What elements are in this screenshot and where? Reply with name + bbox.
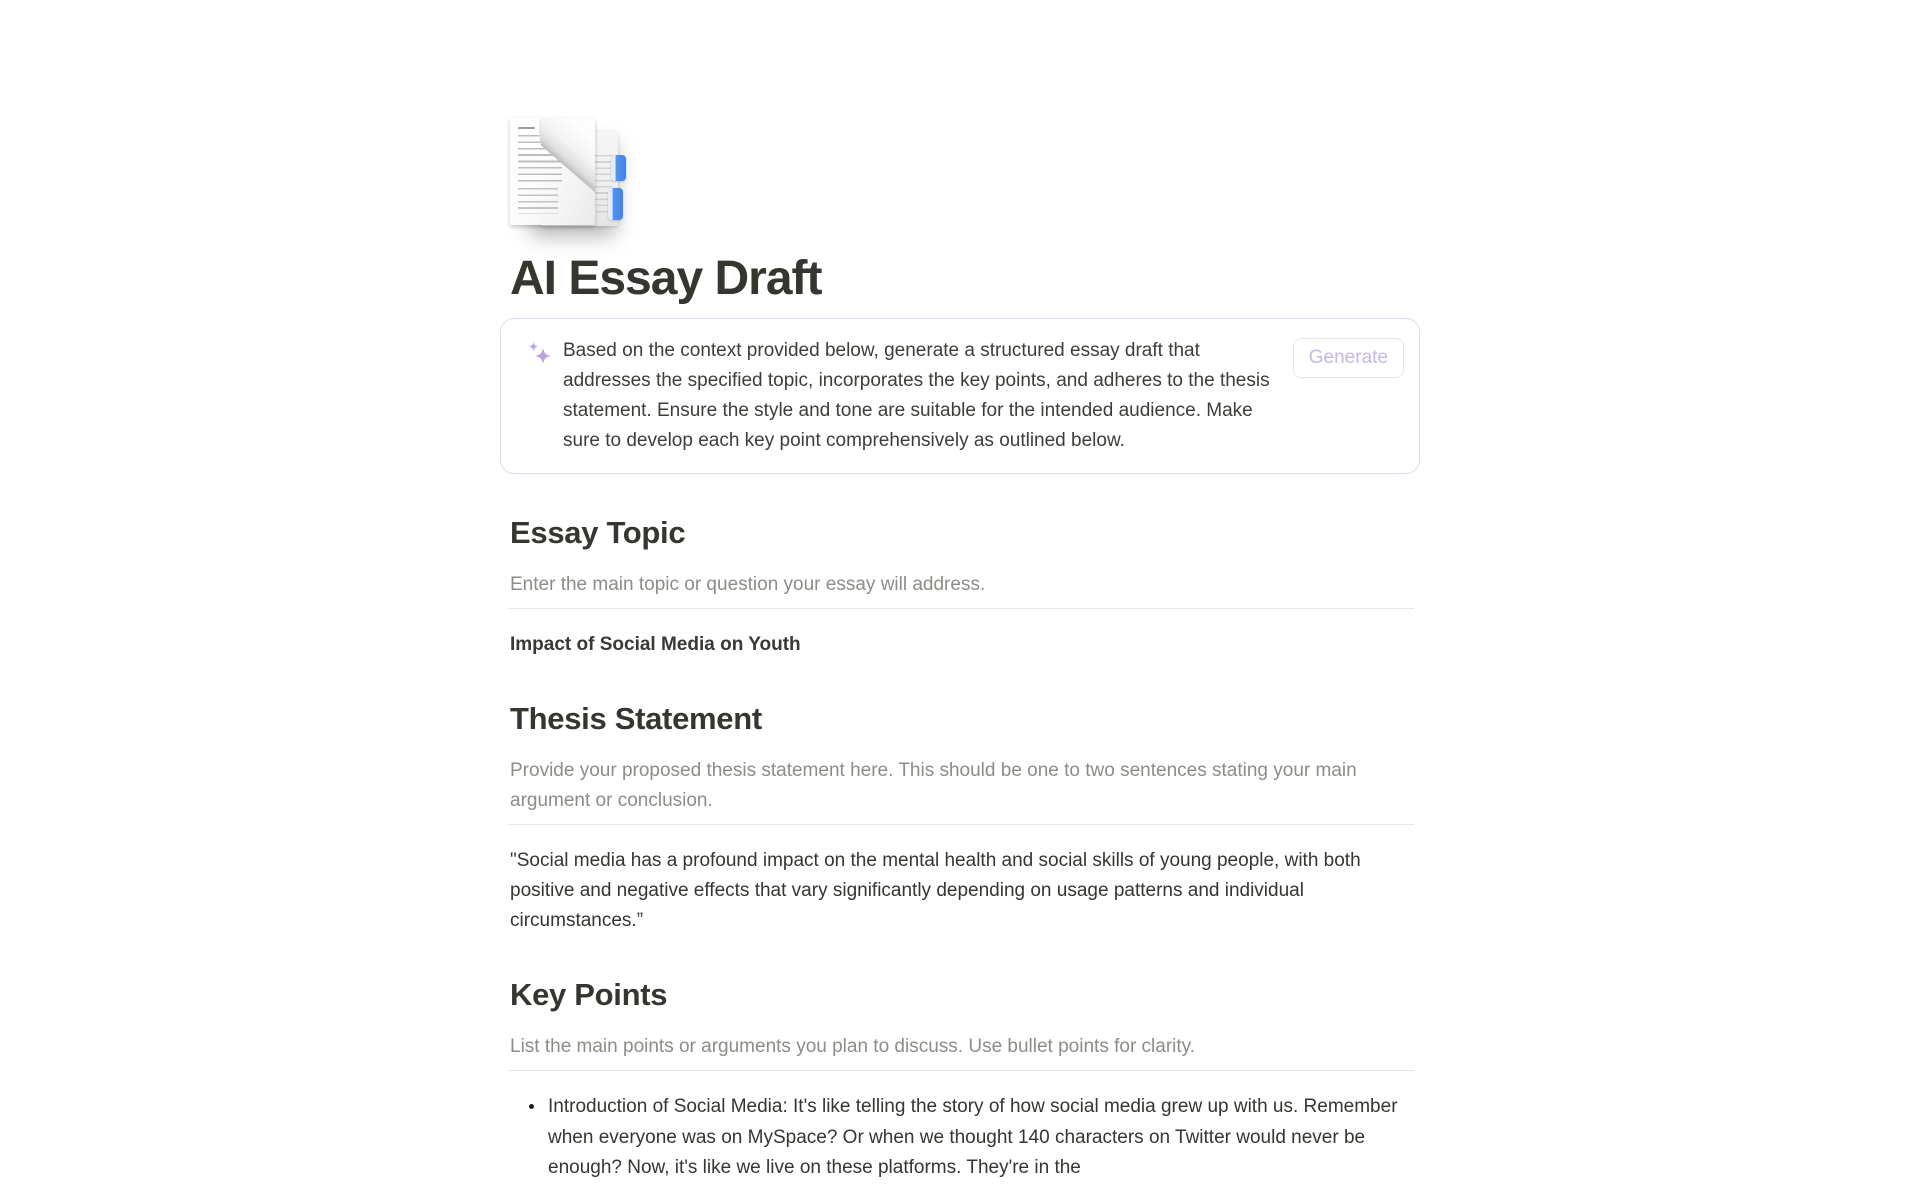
key-points-description[interactable]: List the main points or arguments you plan to discuss. Use bullet points for clarity. — [510, 1036, 1196, 1057]
page-title[interactable]: AI Essay Draft — [510, 252, 822, 305]
document-salutation-line — [518, 127, 535, 129]
page-body — [500, 0, 1420, 1184]
key-point-item[interactable]: • Introduction of Social Media: It's like telling the story of how social media grew up with us. Remember when everyone was on MySpace? Or when we thought 140 characters on Twitter would never be enough? Now, it's like we live on these platforms. They're in the — [546, 1092, 1410, 1184]
ai-prompt-text[interactable]: Based on the context provided below, generate a structured essay draft that addresses the specified topic, incorporates the key points, and adheres to the thesis statement. Ensure the style and tone are suitable for the intended audience. Make sure to develop each key point comprehensively as outlined below. — [563, 340, 1270, 451]
generate-button[interactable]: Generate — [1293, 338, 1404, 378]
thesis-statement-description[interactable]: Provide your proposed thesis statement here. This should be one to two sentences stating your main argument or conclusion. — [510, 760, 1357, 811]
key-points-list — [500, 1092, 1420, 1184]
sparkles-icon — [526, 340, 554, 368]
section-heading-essay-topic[interactable]: Essay Topic — [510, 515, 686, 550]
divider — [508, 608, 1414, 609]
document-text-lines — [518, 188, 558, 214]
essay-topic-value[interactable]: Impact of Social Media on Youth — [510, 634, 801, 655]
blue-tab-icon — [608, 188, 623, 220]
section-heading-key-points[interactable]: Key Points — [510, 977, 668, 1012]
blue-tab-icon — [611, 155, 626, 181]
front-page — [510, 118, 595, 225]
divider — [508, 1070, 1414, 1071]
section-heading-thesis-statement[interactable]: Thesis Statement — [510, 701, 762, 736]
ai-prompt-callout — [500, 318, 1420, 474]
thesis-statement-value[interactable]: "Social media has a profound impact on the mental health and social skills of young people, with both positive and negative effects that vary significantly depending on usage patterns and individual circumstances.” — [510, 850, 1361, 931]
page-icon-stacked-documents[interactable] — [510, 118, 628, 236]
divider — [508, 824, 1414, 825]
essay-topic-description[interactable]: Enter the main topic or question your essay will address. — [510, 574, 986, 595]
